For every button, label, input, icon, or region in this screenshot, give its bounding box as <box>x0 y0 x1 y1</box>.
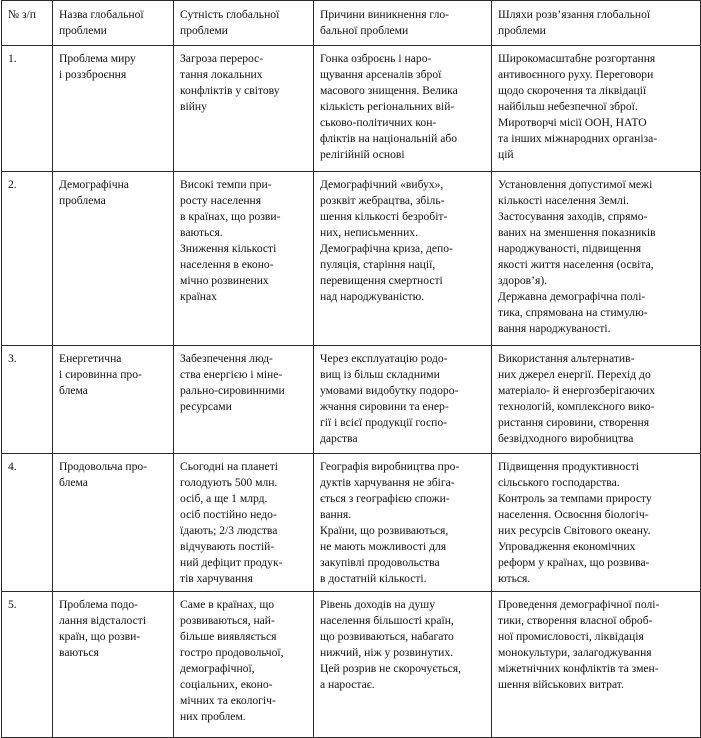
header-essence: Сутність глобальної проблеми <box>174 1 314 46</box>
cell-solutions: Проведення демографічної полі- тики, створення власної оброб- ної промисловості, ліквідація монокультури, залагоджування міжетнічних конфліктів та змен- шення військових витрат. <box>492 592 701 738</box>
cell-solutions: Широкомасштабне розгортання антивоєнного руху. Переговори щодо скорочення та ліквідації найбільш небезпечної зброї. Миротворчі місії ООН, НАТО та інших міжнародних організа- цій <box>492 46 701 172</box>
cell-number: 2. <box>2 172 53 346</box>
cell-causes: Географія виробництва про- дуктів харчування не збіга- ється з географією спожи- вання. Країни, що розвиваються, не мають можливості для закупівлі продовольства в достатній кількості. <box>314 454 492 592</box>
cell-problem-name: Проблема миру і роззброєння <box>53 46 174 172</box>
table-row <box>2 46 701 172</box>
cell-number: 1. <box>2 46 53 172</box>
table-header-row <box>2 1 701 46</box>
cell-essence: Високі темпи при- росту населення в країнах, що розви- ваються. Зниження кількості населення в еконо- мічно розвинених країнах <box>174 172 314 346</box>
cell-solutions: Підвищення продуктивності сільського господарства. Контроль за темпами приросту населення. Освоєння біологіч- них ресурсів Світового океану. Упровадження економічних реформ у країнах, що розвива- ються. <box>492 454 701 592</box>
header-causes: Причини виникнення гло- бальної проблеми <box>314 1 492 46</box>
cell-essence: Загроза перерос- тання локальних конфліктів у світову війну <box>174 46 314 172</box>
cell-causes: Через експлуатацію родо- вищ із більш складними умовами видобутку подоро- жчання сировини та енер- гії і всієї продукції госпо- дарства <box>314 346 492 454</box>
cell-problem-name: Енергетична і сировинна про- блема <box>53 346 174 454</box>
table-row <box>2 454 701 592</box>
cell-essence: Сьогодні на планеті голодують 500 млн. осіб, а ще 1 млрд. осіб постійно недо- їдають; 2/3 людства відчувають постій- ний дефіцит продук- тів харчування <box>174 454 314 592</box>
header-problem-name: Назва глобальної проблеми <box>53 1 174 46</box>
header-solutions: Шляхи розв’язання глобальної проблеми <box>492 1 701 46</box>
cell-essence: Забезпечення люд- ства енергією і міне- рально-сировинними ресурсами <box>174 346 314 454</box>
cell-number: 3. <box>2 346 53 454</box>
cell-problem-name: Продовольча про- блема <box>53 454 174 592</box>
cell-solutions: Використання альтернатив- них джерел енергії. Перехід до матеріало- й енергозберігаючих технологій, комплексного вико- ристання сировини, створення безвідходного виробництва <box>492 346 701 454</box>
cell-causes: Гонка озброєнь і наро- щування арсеналів зброї масового знищення. Велика кількість регіональних вій- ськово-політичних кон- фліктів на національній або релігійній основі <box>314 46 492 172</box>
table-row <box>2 172 701 346</box>
header-number: № з/п <box>2 1 53 46</box>
cell-number: 5. <box>2 592 53 738</box>
cell-number: 4. <box>2 454 53 592</box>
table-row <box>2 346 701 454</box>
cell-causes: Демографічний «вибух», розквіт жебрацтва, збіль- шення кількості безробіт- них, неписьменних. Демографічна криза, депо- пуляція, старіння нації, перевищення смертності над народжуваністю. <box>314 172 492 346</box>
cell-causes: Рівень доходів на душу населення більшості країн, що розвиваються, набагато нижчий, ніж у розвинутих. Цей розрив не скорочується, а наростає. <box>314 592 492 738</box>
global-problems-table <box>1 0 701 738</box>
table-row <box>2 592 701 738</box>
cell-essence: Саме в країнах, що розвиваються, най- більше виявляється гостро продовольчої, демографічної, соціальних, еконо- мічних та екологіч- них проблем. <box>174 592 314 738</box>
cell-problem-name: Демографічна проблема <box>53 172 174 346</box>
cell-problem-name: Проблема подо- лання відсталості країн, що розви- ваються <box>53 592 174 738</box>
cell-solutions: Установлення допустимої межі кількості населення Землі. Застосування заходів, спрямо- ваних на зменшення показників народжуваності, підвищення якості життя населення (освіта, здоров’я). Державна демографічна полі- тика, спрямована на стимулю- вання народжуваності. <box>492 172 701 346</box>
